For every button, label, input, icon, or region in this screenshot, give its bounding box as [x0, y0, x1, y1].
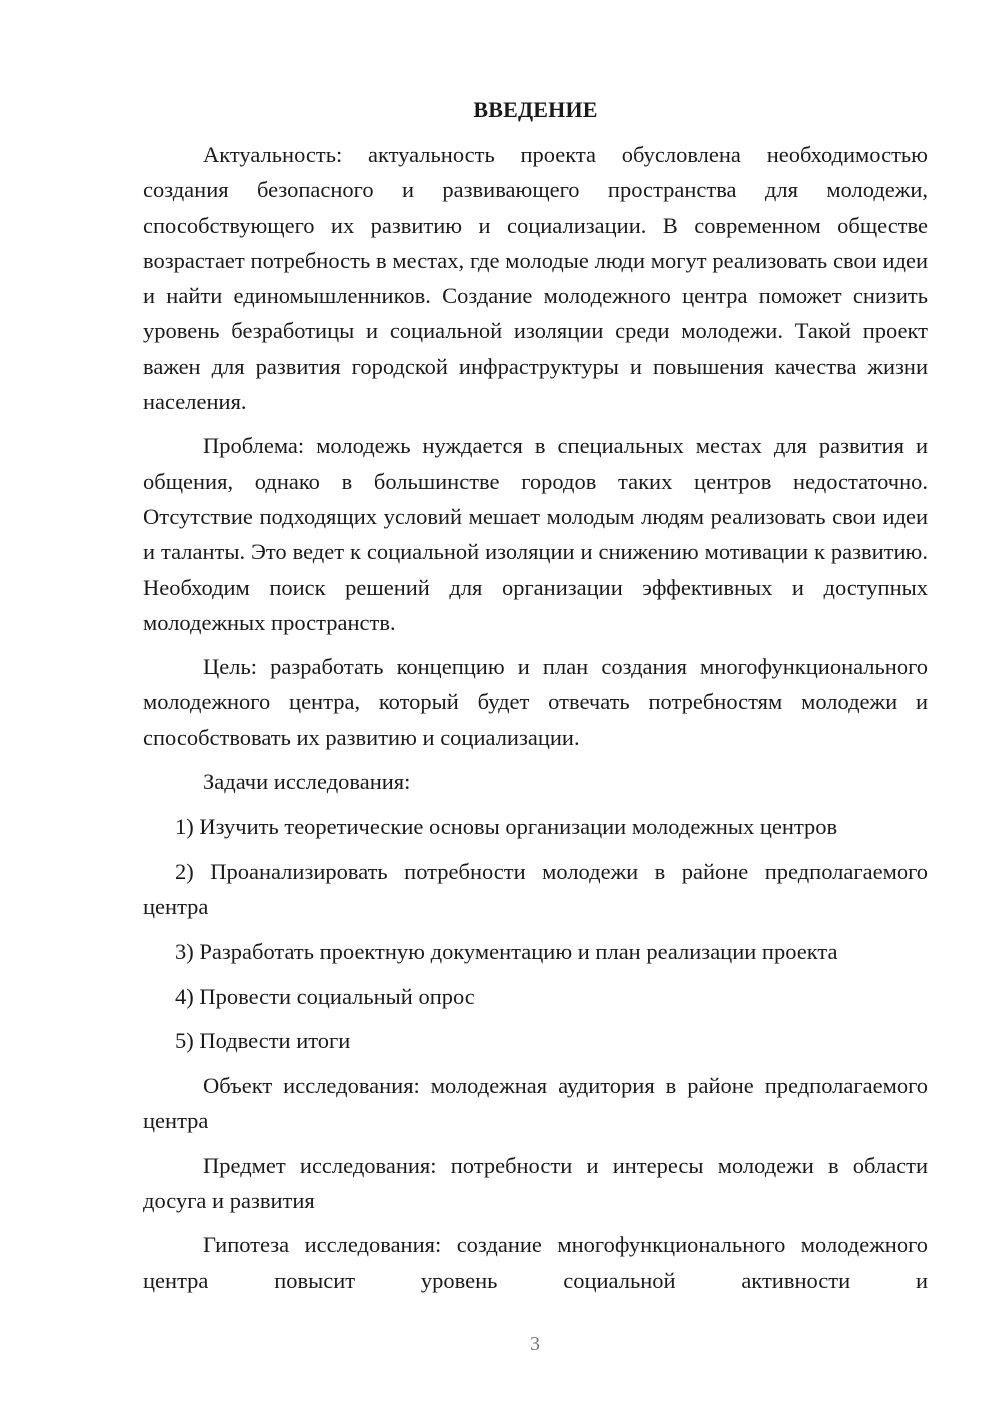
paragraph-subject: Предмет исследования: потребности и интересы молодежи в области досуга и развития [143, 1152, 928, 1214]
paragraph-relevance: Актуальность: актуальность проекта обусловлена необходимостью создания безопасного и развивающего пространства для молодежи, способствующего их развитию и социализации. В современном обществе возрастает потребность в местах, где молодые люди могут реализовать свои идеи и найти единомышленников. Создание молодежного центра поможет снизить уровень безработицы и социальной изоляции среди молодежи. Такой проект важен для развития городской инфраструктуры и повышения качества жизни населения. [143, 142, 928, 415]
list-item-task-5: 5) Подвести итоги [175, 1028, 351, 1054]
paragraph-goal: Цель: разработать концепцию и план создания многофункционального молодежного центра, который будет отвечать потребностям молодежи и способствовать их развитию и социализации. [143, 654, 928, 750]
list-item-task-4: 4) Провести социальный опрос [175, 983, 475, 1009]
list-item-task-3: 3) Разработать проектную документацию и план реализации проекта [175, 938, 838, 964]
tasks-heading: Задачи исследования: [203, 769, 411, 795]
page-number: 3 [530, 1333, 540, 1355]
list-item-task-1: 1) Изучить теоретические основы организации молодежных центров [175, 813, 838, 839]
page-title: ВВЕДЕНИЕ [473, 97, 598, 122]
paragraph-object: Объект исследования: молодежная аудитория в районе предполагаемого центра [143, 1073, 928, 1134]
list-item-task-2: 2) Проанализировать потребности молодежи в районе предполагаемого центра [143, 858, 928, 919]
page-content [143, 92, 928, 1307]
paragraph-problem: Проблема: молодежь нуждается в специальных местах для развития и общения, однако в большинстве городов таких центров недостаточно. Отсутствие подходящих условий мешает молодым людям реализовать свои идеи и таланты. Это ведет к социальной изоляции и снижению мотивации к развитию. Необходим поиск решений для организации эффективных и доступных молодежных пространств. [143, 433, 928, 635]
paragraph-hypothesis: Гипотеза исследования: создание многофункционального молодежного центра повысит уровень социальной активности и [143, 1232, 928, 1293]
